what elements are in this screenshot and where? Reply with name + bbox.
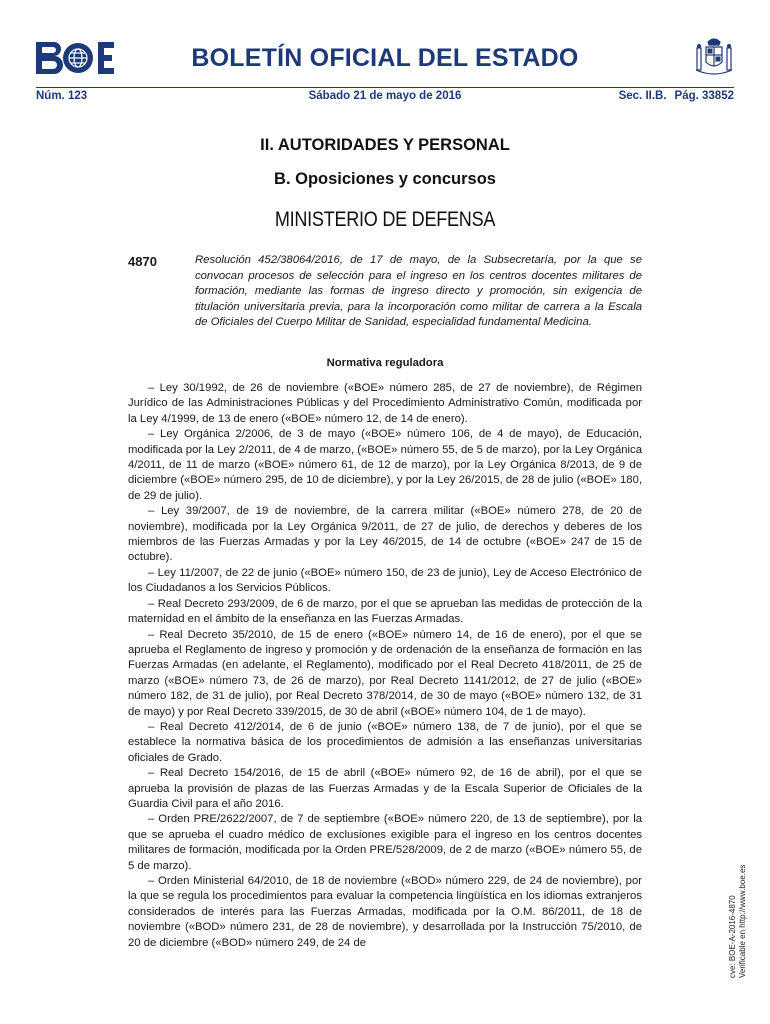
regulation-paragraph: – Real Decreto 154/2016, de 15 de abril («BOE» número 92, de 16 de abril), por el que se aprueba la provisión de plazas de las Fuerzas Armadas y de la Escala Superior de Oficiales de la Guardia Civil para el año 2016. — [128, 767, 642, 810]
regulation-paragraph: – Real Decreto 412/2014, de 6 de junio («BOE» número 138, de 7 de junio), por el que se establece la normativa básica de los procedimientos de admisión a las enseñanzas universitarias oficiales de Grado. — [128, 720, 642, 764]
ministry-title: MINISTERIO DE DEFENSA — [274, 208, 496, 231]
regulation-paragraph: – Orden Ministerial 64/2010, de 18 de noviembre («BOD» número 229, de 24 de noviembre), por la que se regula los procedimientos para evaluar la competencia lingüística en los idiomas extranjeros considerados de interés para las Fuerzas Armadas, modificada por la O.M. 86/2011, de 18 de noviembre («BOD» número 231, de 28 de noviembre), y desarrollada por la Instrucción 75/2010, de 20 de diciembre («BOD» número 249, de 24 de — [128, 875, 642, 949]
page-label: Pág. 33852 — [674, 90, 734, 102]
document-number: 4870 — [128, 254, 157, 269]
normativa-heading: Normativa reguladora — [326, 357, 444, 369]
section-and-page — [619, 90, 734, 102]
resolution-summary: Resolución 452/38064/2016, de 17 de mayo, de la Subsecretaría, por la que se convocan procesos de selección para el ingreso en los centros docentes militares de formación, mediante las formas de ingreso directo y promoción, sin exigencia de titulación universitaria previa, para la incorporación como militar de carrera a la Escala de Oficiales del Cuerpo Militar de Sanidad, especialidad fundamental Medicina. — [195, 254, 642, 328]
issue-number: Núm. 123 — [36, 90, 88, 102]
regulation-paragraph: – Ley 30/1992, de 26 de noviembre («BOE» número 285, de 27 de noviembre), de Régimen Jurídico de las Administraciones Públicas y del Procedimiento Administrativo Común, modificada por la Ley 4/1999, de 13 de enero («BOE» número 12, de 14 de enero). — [128, 382, 642, 425]
regulations-list — [128, 381, 642, 951]
verification-url[interactable]: Verificable en http://www.boe.es — [738, 864, 747, 978]
regulation-paragraph: – Ley 11/2007, de 22 de junio («BOE» número 150, de 23 de junio), Ley de Acceso Electrónico de los Ciudadanos a los Servicios Públicos. — [128, 566, 642, 595]
regulation-paragraph: – Ley Orgánica 2/2006, de 3 de mayo («BOE» número 106, de 4 de mayo), de Educación, modificada por la Ley 2/2011, de 4 de marzo, («BOE» número 55, de 5 de marzo), por la Ley Orgánica 4/2011, de 11 de marzo («BOE» número 61, de 12 de marzo), por la Ley Orgánica 8/2013, de 9 de diciembre («BOE» número 295, de 10 de diciembre), y por la Ley 26/2015, de 28 de julio («BOE» 180, de 29 de julio). — [128, 428, 642, 502]
regulation-paragraph: – Real Decreto 293/2009, de 6 de marzo, por el que se aprueban las medidas de protección de la maternidad en el ámbito de la enseñanza en las Fuerzas Armadas. — [128, 597, 642, 626]
issue-date: Sábado 21 de mayo de 2016 — [308, 90, 462, 102]
section-label: Sec. II.B. — [618, 90, 667, 102]
section-title: II. AUTORIDADES Y PERSONAL — [260, 136, 510, 154]
header-rule — [36, 87, 734, 88]
cve-code: cve: BOE-A-2016-4870 — [728, 895, 737, 978]
regulation-paragraph: – Orden PRE/2622/2007, de 7 de septiembre («BOE» número 220, de 13 de septiembre), por la que se aprueba el cuadro médico de exclusiones exigible para el ingreso en los centros docentes militares de formación, modificada por la Orden PRE/528/2009, de 2 de marzo («BOE» número 55, de 5 de marzo). — [128, 813, 642, 872]
coat-of-arms-icon — [694, 36, 734, 78]
regulation-paragraph: – Ley 39/2007, de 19 de noviembre, de la carrera militar («BOE» número 278, de 20 de noviembre), modificada por la Ley Orgánica 9/2011, de 27 de julio, de derechos y deberes de los miembros de las Fuerzas Armadas y por la Ley 46/2015, de 14 de octubre («BOE» 247 de 15 de octubre). — [128, 505, 642, 564]
subsection-title: B. Oposiciones y concursos — [274, 170, 496, 188]
gazette-title: BOLETÍN OFICIAL DEL ESTADO — [191, 44, 579, 72]
regulation-paragraph: – Real Decreto 35/2010, de 15 de enero («BOE» número 14, de 16 de enero), por el que se aprueba el Reglamento de ingreso y promoción y de ordenación de la enseñanza de formación en las Fuerzas Armadas (en adelante, el Reglamento), modificado por el Real Decreto 418/2011, de 25 de marzo («BOE» número 73, de 26 de marzo), por Real Decreto 1141/2012, de 27 de julio («BOE» número 182, de 31 de julio), por Real Decreto 378/2014, de 30 de mayo («BOE» número 132, de 31 de mayo) y por Real Decreto 339/2015, de 30 de abril («BOE» número 104, de 1 de mayo). — [128, 628, 642, 718]
